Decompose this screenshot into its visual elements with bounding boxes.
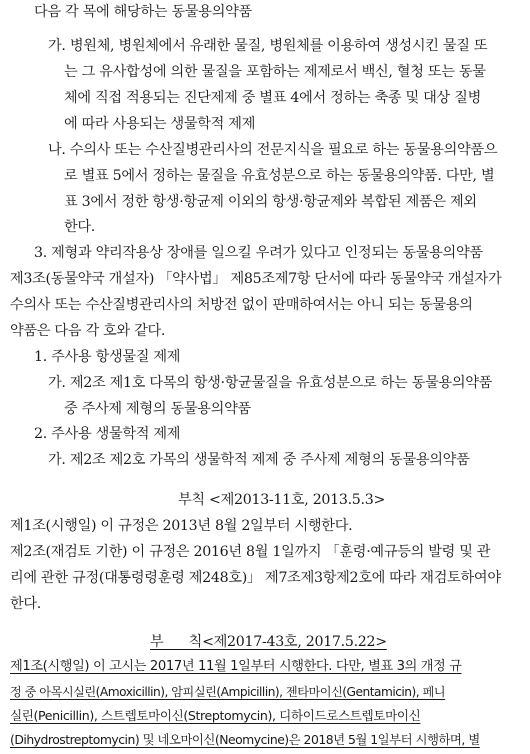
article-3-item-1: 1. 주사용 항생물질 제제 — [34, 349, 181, 365]
addendum-2017-line: (Dihydrostreptomycin) 및 네오마이신(Neomycine)은 2018년 5월 1일부터 시행하며, 별 — [10, 732, 480, 747]
article-3-line: 수의사 또는 수산질병관리사의 처방전 없이 판매하여서는 아니 되는 동물용의 — [10, 297, 473, 313]
article-3-item-2: 2. 주사용 생물학적 제제 — [34, 426, 181, 442]
article-3-line: 약품은 다음 각 호와 같다. — [10, 323, 166, 339]
article-3-item-1-ga: 중 주사제 제형의 동물용의약품 — [64, 401, 251, 417]
item-na-line: 나. 수의사 또는 수산질병관리사의 전문지식을 필요로 하는 동물용의약품으 — [48, 142, 498, 158]
addendum-heading: 부칙 <제2013-11호, 2013.5.3> — [178, 492, 386, 508]
item-na-line: 한다. — [64, 219, 96, 235]
article-3-line: 제3조(동물약국 개설자) 「약사법」 제85조제7항 단서에 따라 동물약국 개설자가 — [10, 271, 502, 287]
item-na-line: 로 별표 5에서 정하는 물질을 유효성분으로 하는 동물용의약품. 다만, 별 — [64, 168, 495, 184]
addendum-2017-line: 정 중 아목시실린(Amoxicillin), 암피실린(Ampicillin), 젠타마이신(Gentamicin), 페니 — [10, 685, 446, 699]
item-ga-line: 가. 병원체, 병원체에서 유래한 물질, 병원체를 이용하여 생성시킨 물질 또 — [48, 38, 488, 54]
article-3-item-1-ga: 가. 제2조 제1호 다목의 항생·항균물질을 유효성분으로 하는 동물용의약품 — [48, 375, 493, 391]
text-line: 다음 각 목에 해당하는 동물용의약품 — [34, 4, 252, 20]
addendum-article-2: 리에 관한 규정(대통령령훈령 제248호)」 제7조제3항제2호에 따라 재검토하여야 — [10, 570, 501, 586]
item-ga-line: 는 그 유사합성에 의한 물질을 포함하는 제제로서 백신, 혈청 또는 동물 — [64, 64, 486, 80]
addendum-2017-line: 제1조(시행일) 이 고시는 2017년 11월 1일부터 시행한다. 다만, 별표 3의 개정 규 — [10, 659, 462, 674]
addendum-article-1: 제1조(시행일) 이 규정은 2013년 8월 2일부터 시행한다. — [10, 518, 353, 534]
addendum-article-2: 제2조(재검토 기한) 이 규정은 2016년 8월 1일까지 「훈령·예규등의 발령 및 관 — [10, 544, 491, 560]
item-ga-line: 에 따라 사용되는 생물학적 제제 — [64, 116, 256, 132]
item-ga-line: 체에 직접 적용되는 진단제제 중 별표 4에서 정하는 축종 및 대상 질병 — [64, 90, 481, 106]
item-na-line: 표 3에서 정한 항생·항균제 이외의 항생·항균제와 복합된 제품은 제외 — [64, 194, 477, 210]
item-3-line: 3. 제형과 약리작용상 장애를 일으킬 우려가 있다고 인정되는 동물용의약품 — [34, 245, 483, 261]
addendum-2017-line: 실린(Penicillin), 스트렙토마이신(Streptomycin), 디하이드로스트렙토마이신 — [10, 708, 421, 723]
addendum-article-2: 한다. — [10, 596, 42, 612]
article-3-item-2-ga: 가. 제2조 제2호 가목의 생물학적 제제 중 주사제 제형의 동물용의약품 — [48, 452, 470, 468]
addendum-heading-2017: 부 칙<제2017-43호, 2017.5.22> — [150, 634, 387, 650]
